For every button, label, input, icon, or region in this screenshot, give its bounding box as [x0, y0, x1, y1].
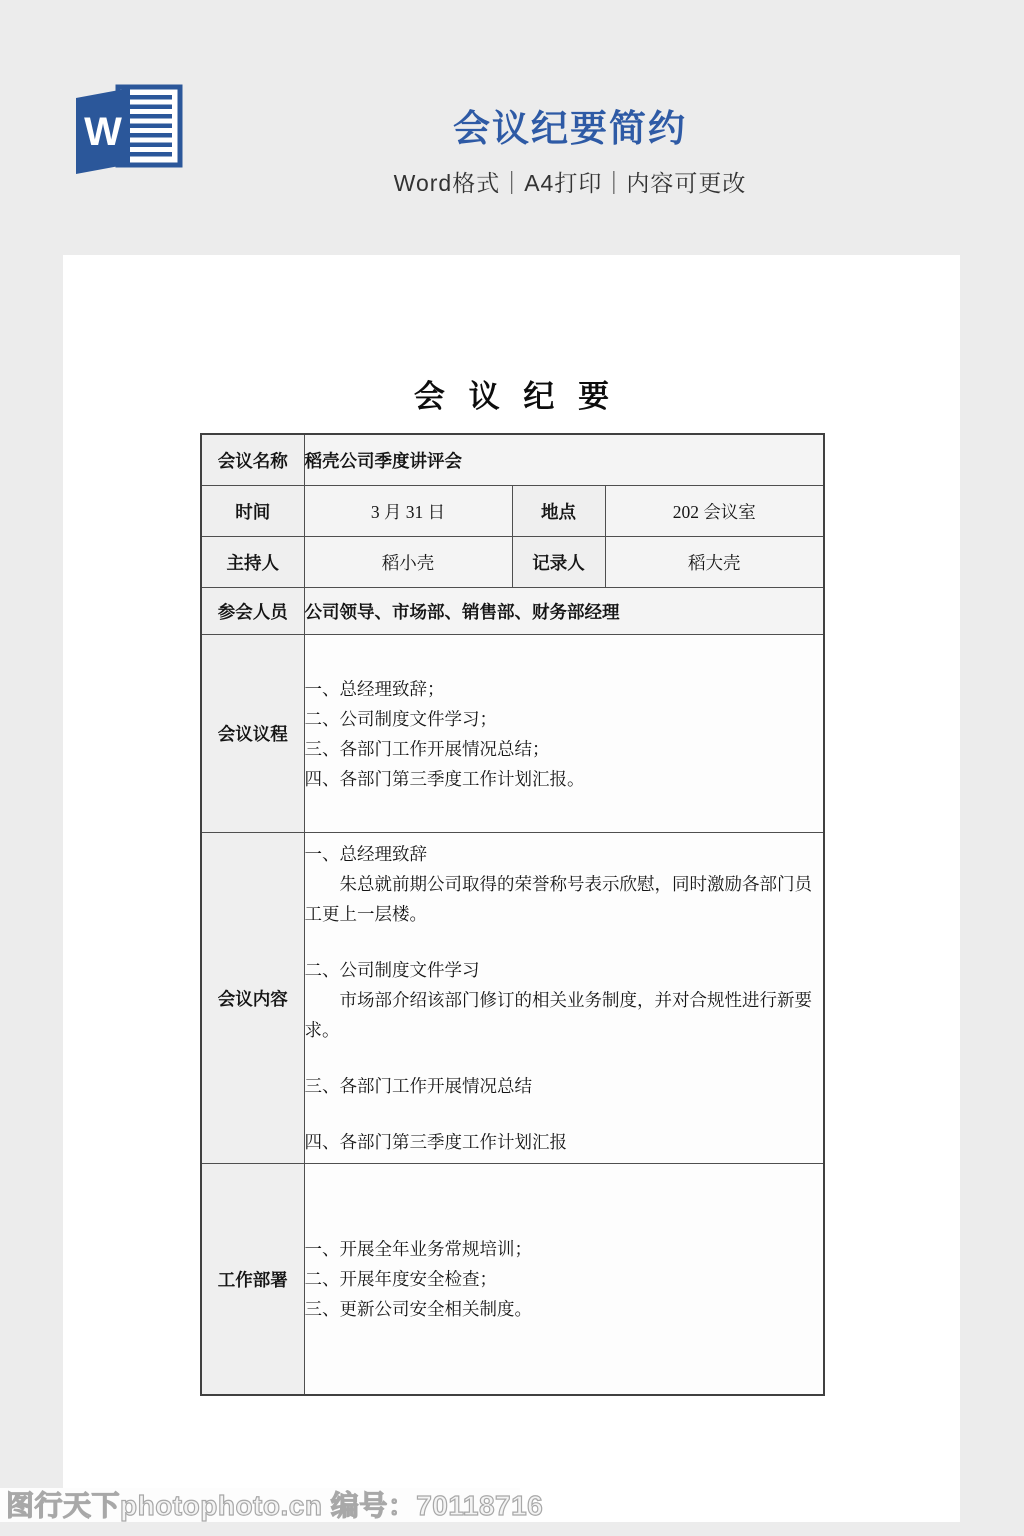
deployment-line: 三、更新公司安全相关制度。 — [304, 1299, 532, 1319]
content-heading: 三、各部门工作开展情况总结 — [304, 1076, 532, 1096]
agenda-value — [304, 635, 824, 833]
deployment-line: 二、开展年度安全检查； — [304, 1269, 497, 1289]
table-row-time-place — [201, 486, 824, 537]
meeting-name-value: 稻壳公司季度讲评会 — [304, 434, 824, 486]
deployment-line: 一、开展全年业务常规培训； — [304, 1239, 532, 1259]
host-label: 主持人 — [201, 537, 304, 588]
agenda-line: 四、各部门第三季度工作计划汇报。 — [304, 768, 585, 789]
content-label: 会议内容 — [201, 833, 304, 1164]
table-row-agenda — [201, 635, 824, 833]
watermark-text: 图行天下photophoto.cn 编号：70118716 — [6, 1490, 544, 1521]
watermark-bar — [0, 1488, 544, 1522]
time-label: 时间 — [201, 486, 304, 537]
header-text-block — [300, 98, 840, 198]
word-logo-icon — [64, 82, 192, 174]
word-logo-letter: W — [84, 110, 122, 154]
deployment-value — [304, 1164, 824, 1396]
place-label: 地点 — [512, 486, 605, 537]
recorder-label: 记录人 — [512, 537, 605, 588]
table-row-host-recorder — [201, 537, 824, 588]
document-title: 会 议 纪 要 — [413, 379, 618, 414]
meeting-name-label: 会议名称 — [201, 434, 304, 486]
place-value: 202 会议室 — [605, 486, 824, 537]
agenda-label: 会议议程 — [201, 635, 304, 833]
content-heading: 二、公司制度文件学习 — [304, 960, 480, 980]
content-heading: 一、总经理致辞 — [304, 844, 427, 864]
table-row-attendees — [201, 588, 824, 635]
host-value: 稻小壳 — [304, 537, 512, 588]
content-value — [304, 833, 824, 1164]
template-title: 会议纪要简约 — [453, 108, 687, 149]
time-value: 3 月 31 日 — [304, 486, 512, 537]
template-subtitle: Word格式｜A4打印｜内容可更改 — [393, 170, 747, 196]
document-page — [63, 255, 960, 1522]
content-detail: 市场部介绍该部门修订的相关业务制度，并对合规性进行新要求。 — [304, 990, 812, 1040]
recorder-value: 稻大壳 — [605, 537, 824, 588]
deployment-label: 工作部署 — [201, 1164, 304, 1396]
content-heading: 四、各部门第三季度工作计划汇报 — [304, 1132, 567, 1152]
agenda-line: 一、总经理致辞； — [304, 678, 445, 699]
attendees-value: 公司领导、市场部、销售部、财务部经理 — [304, 588, 824, 635]
word-icon — [64, 82, 192, 174]
table-row-content — [201, 833, 824, 1164]
content-detail: 朱总就前期公司取得的荣誉称号表示欣慰，同时激励各部门员工更上一层楼。 — [304, 874, 812, 924]
agenda-line: 二、公司制度文件学习； — [304, 708, 497, 729]
agenda-line: 三、各部门工作开展情况总结； — [304, 738, 550, 759]
table-row-deployment — [201, 1164, 824, 1396]
attendees-label: 参会人员 — [201, 588, 304, 635]
table-row-meeting-name — [201, 434, 824, 486]
meeting-minutes-table — [200, 433, 825, 1396]
